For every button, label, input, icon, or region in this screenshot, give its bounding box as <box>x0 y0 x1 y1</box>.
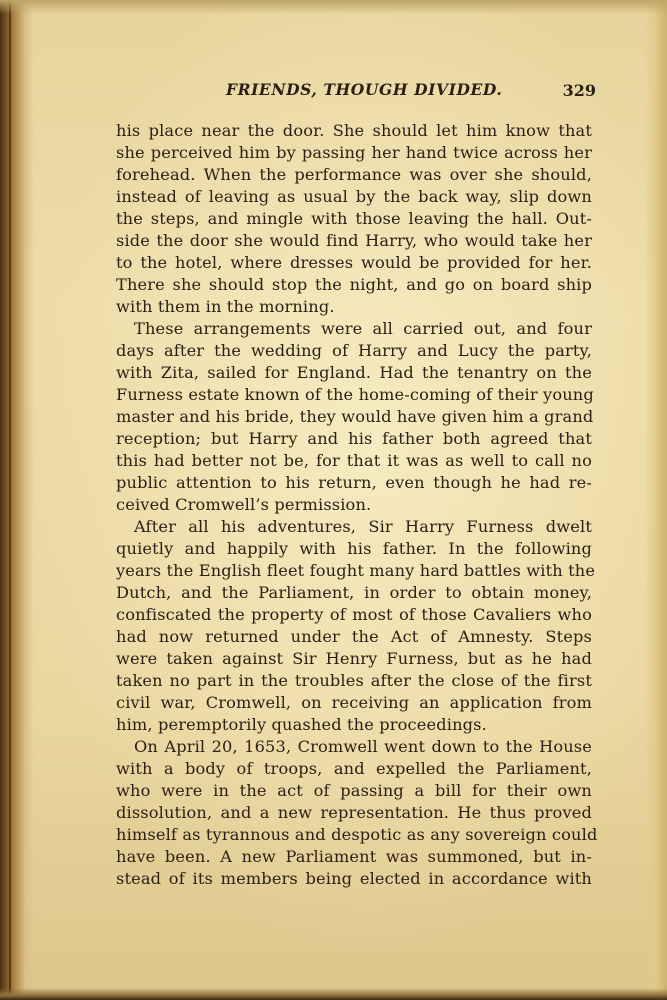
text-line: she perceived him by passing her hand twice across her <box>116 143 592 162</box>
text-line: days after the wedding of Harry and Lucy the party, <box>116 341 592 360</box>
page-header <box>116 80 596 104</box>
text-line: with Zita, sailed for England. Had the tenantry on the <box>116 363 592 382</box>
text-line: to the hotel, where dresses would be provided for her. <box>116 253 592 272</box>
binding-edge <box>9 0 11 1000</box>
paragraph-first-line: These arrangements were all carried out, and four <box>134 319 592 338</box>
text-line: him, peremptorily quashed the proceedings. <box>116 715 487 734</box>
text-line: have been. A new Parliament was summoned, but in- <box>116 847 592 866</box>
text-line: Dutch, and the Parliament, in order to obtain money, <box>116 583 592 602</box>
text-line: the steps, and mingle with those leaving the hall. Out- <box>116 209 592 228</box>
text-line: Furness estate known of the home-coming of their young <box>116 385 594 404</box>
text-line: with a body of troops, and expelled the Parliament, <box>116 759 592 778</box>
text-line: instead of leaving as usual by the back way, slip down <box>116 187 592 206</box>
page-number: 329 <box>562 81 596 100</box>
text-line: were taken against Sir Henry Furness, but as he had <box>116 649 592 668</box>
paragraph-first-line: After all his adventures, Sir Harry Furness dwelt <box>134 517 592 536</box>
text-line: this had better not be, for that it was as well to call no <box>116 451 592 470</box>
paragraph-first-line: On April 20, 1653, Cromwell went down to the House <box>134 737 592 756</box>
page-right-edge <box>645 0 667 1000</box>
text-line: public attention to his return, even though he had re- <box>116 473 592 492</box>
text-line: quietly and happily with his father. In the following <box>116 539 592 558</box>
text-line: side the door she would find Harry, who would take her <box>116 231 592 250</box>
text-line: with them in the morning. <box>116 297 335 316</box>
text-line: confiscated the property of most of those Cavaliers who <box>116 605 592 624</box>
text-line: master and his bride, they would have given him a grand <box>116 407 594 426</box>
text-line: civil war, Cromwell, on receiving an application from <box>116 693 592 712</box>
page-gutter-shadow <box>0 0 34 1000</box>
page-bottom-edge <box>0 988 667 1000</box>
text-line: ceived Cromwell’s permission. <box>116 495 372 514</box>
body-text <box>116 120 598 890</box>
text-line: his place near the door. She should let him know that <box>116 121 592 140</box>
text-line: There she should stop the night, and go on board ship <box>116 275 592 294</box>
text-line: forehead. When the performance was over she should, <box>116 165 592 184</box>
text-line: reception; but Harry and his father both agreed that <box>116 429 592 448</box>
text-line: years the English fleet fought many hard battles with the <box>116 561 596 580</box>
text-line: had now returned under the Act of Amnesty. Steps <box>116 627 592 646</box>
page-top-edge <box>0 0 667 14</box>
running-title: FRIENDS, THOUGH DIVIDED. <box>226 80 503 99</box>
text-line: who were in the act of passing a bill for their own <box>116 781 592 800</box>
text-line: stead of its members being elected in accordance with <box>116 869 592 888</box>
text-line: taken no part in the troubles after the close of the first <box>116 671 592 690</box>
text-line: dissolution, and a new representation. He thus proved <box>116 803 592 822</box>
text-line: himself as tyrannous and despotic as any sovereign could <box>116 825 598 844</box>
